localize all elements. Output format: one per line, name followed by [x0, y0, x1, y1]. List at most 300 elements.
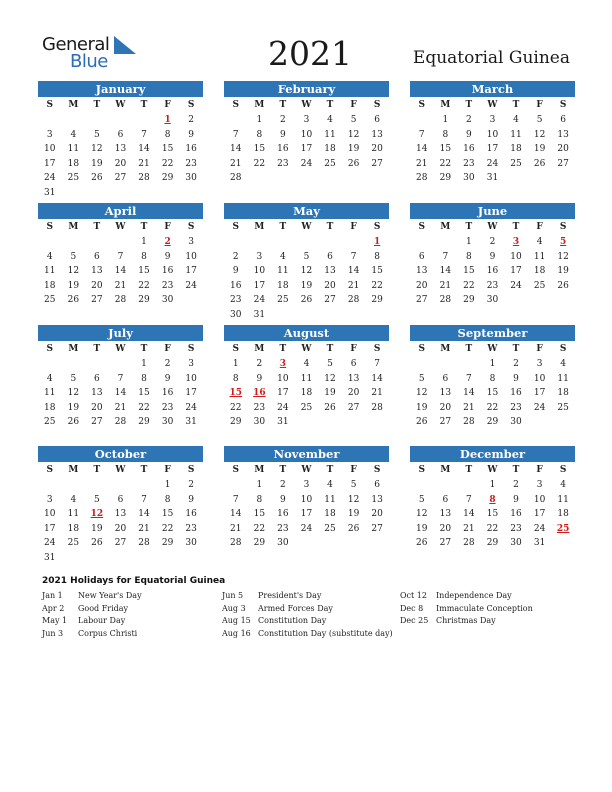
day-cell: 26	[324, 402, 336, 413]
day-cell: 29	[161, 538, 174, 548]
weekday-label: S	[232, 344, 240, 354]
empty-day-cell	[109, 357, 133, 372]
holiday-name: Corpus Christi	[78, 629, 138, 639]
weekday-label: T	[279, 344, 287, 354]
day-cell: 17	[44, 523, 56, 534]
day-cell: 4	[46, 251, 53, 262]
holidays-title: 2021 Holidays for Equatorial Guinea	[42, 576, 226, 586]
month-september	[410, 325, 575, 430]
empty-day-cell	[410, 478, 434, 493]
empty-day-cell	[62, 478, 86, 493]
day-cell: 10	[486, 129, 499, 140]
weekday-label: W	[301, 222, 312, 232]
day-cell: 7	[232, 129, 239, 140]
day-cell: 9	[232, 266, 239, 276]
day-cell: 6	[94, 373, 100, 384]
day-cell: 14	[138, 509, 150, 519]
empty-day-cell	[132, 478, 156, 493]
holiday-day-cell: 16	[253, 388, 266, 398]
day-cell: 25	[67, 538, 80, 548]
day-cell: 9	[164, 373, 171, 384]
day-cell: 24	[277, 402, 289, 413]
day-cell: 19	[324, 388, 336, 398]
weekday-label: W	[487, 222, 498, 232]
day-cell: 24	[510, 280, 522, 291]
day-cell: 3	[256, 251, 263, 262]
weekday-label: F	[350, 222, 357, 232]
day-cell: 11	[510, 129, 522, 140]
holiday-day-cell: 8	[489, 494, 496, 505]
empty-day-cell	[38, 357, 62, 372]
empty-day-cell	[457, 478, 481, 493]
country-name: Equatorial Guinea	[412, 48, 570, 68]
day-cell: 15	[463, 266, 475, 276]
empty-day-cell	[62, 113, 86, 128]
day-cell: 8	[141, 251, 147, 262]
month-title: March	[410, 81, 575, 97]
holiday-day-cell: 25	[556, 523, 570, 534]
day-cell: 29	[371, 295, 383, 305]
holiday-name: Independence Day	[436, 591, 512, 600]
day-cell: 4	[513, 115, 519, 125]
month-days-grid	[410, 341, 575, 430]
day-cell: 30	[253, 417, 266, 427]
weekday-label: F	[350, 344, 357, 354]
day-cell: 4	[560, 480, 567, 490]
weekday-label: F	[164, 222, 171, 232]
day-cell: 28	[138, 173, 150, 183]
weekday-label: M	[440, 100, 451, 110]
day-cell: 3	[46, 494, 53, 505]
day-cell: 23	[510, 523, 522, 534]
day-cell: 1	[232, 359, 239, 369]
day-cell: 3	[46, 129, 53, 140]
weekday-label: M	[440, 344, 451, 354]
day-cell: 18	[67, 523, 80, 534]
day-cell: 12	[67, 388, 80, 398]
day-cell: 18	[557, 509, 569, 519]
day-cell: 10	[510, 251, 522, 262]
weekday-label: M	[440, 465, 451, 475]
weekday-label: S	[232, 100, 240, 110]
day-cell: 18	[324, 144, 336, 154]
holiday-date: Aug 16	[222, 629, 251, 639]
weekday-label: S	[559, 100, 567, 110]
year-title: 2021	[268, 34, 352, 73]
month-june	[410, 203, 575, 308]
holiday-item	[222, 591, 393, 604]
day-cell: 14	[463, 388, 475, 398]
empty-day-cell	[224, 235, 248, 250]
day-cell: 12	[300, 266, 313, 276]
day-cell: 5	[70, 373, 77, 384]
day-cell: 26	[347, 158, 360, 169]
holiday-day-cell: 12	[90, 509, 104, 519]
holiday-item	[400, 604, 533, 617]
day-cell: 11	[533, 251, 546, 262]
day-cell: 5	[418, 373, 425, 384]
day-cell: 14	[230, 509, 242, 519]
day-cell: 6	[327, 251, 333, 262]
day-cell: 19	[300, 280, 313, 291]
day-cell: 21	[230, 523, 242, 534]
weekday-label: S	[418, 100, 426, 110]
holiday-item	[42, 616, 142, 629]
empty-day-cell	[109, 113, 133, 128]
day-cell: 5	[70, 251, 77, 262]
weekday-label: F	[164, 100, 171, 110]
month-title: November	[224, 446, 389, 462]
weekday-label: T	[279, 222, 287, 232]
day-cell: 26	[91, 538, 103, 548]
day-cell: 20	[439, 523, 452, 534]
month-days-grid	[38, 219, 203, 308]
day-cell: 23	[277, 523, 289, 534]
day-cell: 18	[44, 280, 56, 291]
day-cell: 18	[510, 144, 522, 154]
day-cell: 21	[114, 402, 127, 413]
day-cell: 28	[114, 417, 127, 427]
day-cell: 12	[533, 129, 546, 140]
day-cell: 25	[510, 158, 522, 169]
month-days-grid	[224, 219, 389, 322]
weekday-label: T	[279, 465, 287, 475]
day-cell: 11	[324, 494, 336, 505]
day-cell: 8	[256, 494, 263, 505]
day-cell: 5	[350, 480, 357, 490]
day-cell: 14	[371, 373, 383, 384]
weekday-label: T	[140, 222, 148, 232]
day-cell: 1	[489, 480, 496, 490]
day-cell: 9	[489, 251, 496, 262]
empty-day-cell	[85, 113, 109, 128]
day-cell: 21	[138, 158, 150, 169]
holiday-date: Apr 2	[42, 603, 65, 613]
month-march	[410, 81, 575, 186]
empty-day-cell	[410, 113, 434, 128]
day-cell: 14	[439, 266, 452, 276]
day-cell: 28	[463, 538, 475, 548]
weekday-label: S	[418, 222, 426, 232]
day-cell: 13	[416, 266, 428, 276]
day-cell: 26	[557, 280, 569, 291]
weekday-label: S	[232, 222, 240, 232]
day-cell: 11	[324, 129, 336, 140]
day-cell: 15	[161, 509, 174, 519]
day-cell: 3	[303, 480, 310, 490]
day-cell: 11	[44, 266, 56, 276]
day-cell: 7	[117, 251, 124, 262]
day-cell: 15	[138, 388, 150, 398]
empty-day-cell	[248, 235, 272, 250]
day-cell: 31	[277, 417, 289, 427]
day-cell: 11	[557, 373, 569, 384]
day-cell: 13	[91, 388, 103, 398]
day-cell: 4	[280, 251, 286, 262]
weekday-label: W	[115, 100, 126, 110]
day-cell: 28	[439, 295, 452, 305]
weekday-label: W	[301, 344, 312, 354]
month-days-grid	[224, 462, 389, 551]
day-cell: 29	[439, 173, 452, 183]
holiday-date: Dec 8	[400, 603, 424, 613]
weekday-label: T	[512, 100, 520, 110]
day-cell: 17	[185, 266, 197, 276]
month-may	[224, 203, 389, 322]
weekday-label: T	[465, 222, 473, 232]
day-cell: 29	[253, 538, 266, 548]
weekday-label: T	[140, 344, 148, 354]
day-cell: 24	[486, 158, 499, 169]
weekday-label: T	[326, 465, 334, 475]
month-days-grid	[38, 341, 203, 430]
day-cell: 19	[347, 509, 360, 519]
day-cell: 1	[141, 237, 147, 247]
day-cell: 6	[117, 494, 124, 505]
empty-day-cell	[410, 235, 434, 250]
day-cell: 19	[67, 280, 80, 291]
day-cell: 28	[371, 402, 383, 413]
day-cell: 29	[463, 295, 475, 305]
day-cell: 26	[91, 173, 103, 183]
day-cell: 17	[185, 388, 197, 398]
day-cell: 21	[114, 280, 127, 291]
weekday-label: F	[164, 344, 171, 354]
month-title: December	[410, 446, 575, 462]
weekday-label: T	[326, 100, 334, 110]
day-cell: 24	[300, 523, 313, 534]
empty-day-cell	[85, 235, 109, 250]
empty-day-cell	[410, 357, 434, 372]
holiday-item	[400, 616, 533, 629]
day-cell: 7	[466, 494, 472, 505]
weekday-label: S	[418, 465, 426, 475]
weekday-label: T	[140, 100, 148, 110]
month-december	[410, 446, 575, 551]
day-cell: 22	[371, 280, 383, 291]
day-cell: 28	[347, 295, 360, 305]
weekday-label: S	[373, 465, 381, 475]
day-cell: 12	[416, 388, 428, 398]
day-cell: 30	[277, 538, 289, 548]
day-cell: 30	[185, 173, 197, 183]
day-cell: 22	[486, 523, 499, 534]
day-cell: 23	[510, 402, 522, 413]
day-cell: 9	[513, 373, 519, 384]
day-cell: 14	[347, 266, 360, 276]
day-cell: 13	[439, 388, 452, 398]
day-cell: 5	[418, 494, 425, 505]
logo-word-general: General	[42, 34, 110, 55]
holiday-item	[400, 591, 533, 604]
day-cell: 26	[533, 158, 546, 169]
day-cell: 27	[371, 158, 383, 169]
day-cell: 27	[557, 158, 569, 169]
month-title: January	[38, 81, 203, 97]
weekday-label: M	[254, 222, 265, 232]
weekday-label: W	[115, 465, 126, 475]
day-cell: 10	[185, 373, 197, 384]
weekday-label: T	[93, 222, 101, 232]
weekday-label: S	[187, 344, 195, 354]
day-cell: 14	[138, 144, 150, 154]
day-cell: 10	[300, 494, 313, 505]
day-cell: 10	[533, 373, 546, 384]
day-cell: 31	[253, 309, 266, 320]
day-cell: 31	[533, 538, 546, 548]
day-cell: 6	[374, 480, 381, 490]
day-cell: 8	[442, 129, 449, 140]
weekday-label: T	[93, 100, 101, 110]
day-cell: 20	[114, 523, 127, 534]
day-cell: 21	[230, 158, 242, 169]
holiday-item	[42, 591, 142, 604]
month-october	[38, 446, 203, 565]
day-cell: 2	[232, 251, 239, 262]
day-cell: 19	[557, 266, 569, 276]
day-cell: 9	[513, 494, 519, 505]
day-cell: 23	[161, 402, 174, 413]
month-days-grid	[410, 219, 575, 308]
day-cell: 11	[67, 144, 80, 154]
weekday-label: T	[326, 222, 334, 232]
day-cell: 3	[188, 359, 195, 369]
day-cell: 8	[256, 129, 263, 140]
day-cell: 18	[277, 280, 289, 291]
day-cell: 6	[442, 494, 449, 505]
day-cell: 20	[416, 280, 428, 291]
day-cell: 1	[466, 237, 472, 247]
holiday-column	[400, 591, 533, 629]
day-cell: 25	[557, 402, 569, 413]
month-title: February	[224, 81, 389, 97]
day-cell: 22	[253, 523, 266, 534]
day-cell: 4	[327, 115, 333, 125]
day-cell: 25	[277, 295, 289, 305]
day-cell: 19	[416, 402, 428, 413]
day-cell: 27	[416, 295, 428, 305]
day-cell: 16	[510, 388, 522, 398]
holiday-column	[42, 591, 142, 642]
holiday-item	[42, 629, 142, 642]
empty-day-cell	[132, 113, 156, 128]
holiday-day-cell: 2	[164, 237, 171, 247]
day-cell: 1	[489, 359, 496, 369]
empty-day-cell	[434, 235, 458, 250]
day-cell: 25	[533, 280, 546, 291]
weekday-label: T	[512, 222, 520, 232]
day-cell: 16	[463, 144, 475, 154]
day-cell: 22	[439, 158, 452, 169]
empty-day-cell	[295, 235, 319, 250]
day-cell: 27	[347, 402, 360, 413]
day-cell: 27	[371, 523, 383, 534]
day-cell: 4	[70, 494, 77, 505]
empty-day-cell	[62, 235, 86, 250]
holiday-date: Jun 5	[222, 591, 244, 600]
empty-day-cell	[38, 113, 62, 128]
day-cell: 28	[230, 173, 242, 183]
day-cell: 7	[350, 251, 357, 262]
day-cell: 3	[536, 480, 543, 490]
empty-day-cell	[318, 235, 342, 250]
weekday-label: F	[350, 100, 357, 110]
empty-day-cell	[38, 478, 62, 493]
day-cell: 12	[347, 494, 360, 505]
day-cell: 26	[416, 417, 428, 427]
weekday-label: M	[254, 465, 265, 475]
day-cell: 9	[280, 129, 286, 140]
day-cell: 20	[439, 402, 452, 413]
day-cell: 15	[253, 509, 266, 519]
month-february	[224, 81, 389, 186]
weekday-label: F	[164, 465, 171, 475]
day-cell: 27	[91, 295, 103, 305]
day-cell: 11	[44, 388, 56, 398]
day-cell: 13	[371, 129, 383, 140]
weekday-label: S	[559, 465, 567, 475]
day-cell: 7	[466, 373, 472, 384]
day-cell: 23	[253, 402, 266, 413]
day-cell: 17	[277, 388, 289, 398]
holiday-column	[222, 591, 393, 642]
day-cell: 13	[557, 129, 569, 140]
day-cell: 10	[277, 373, 289, 384]
holiday-day-cell: 1	[164, 115, 171, 125]
day-cell: 15	[161, 144, 174, 154]
day-cell: 19	[533, 144, 546, 154]
day-cell: 20	[324, 280, 336, 291]
weekday-label: W	[115, 222, 126, 232]
day-cell: 7	[418, 129, 425, 140]
holiday-name: Good Friday	[78, 603, 129, 613]
weekday-label: S	[187, 222, 195, 232]
weekday-label: M	[68, 222, 79, 232]
day-cell: 21	[416, 158, 428, 169]
day-cell: 10	[300, 129, 313, 140]
day-cell: 8	[232, 373, 239, 384]
weekday-label: S	[373, 100, 381, 110]
day-cell: 9	[164, 251, 171, 262]
day-cell: 9	[280, 494, 286, 505]
day-cell: 4	[46, 373, 53, 384]
day-cell: 4	[560, 359, 567, 369]
day-cell: 8	[141, 373, 147, 384]
holiday-name: Immaculate Conception	[436, 603, 533, 613]
holiday-date: Jun 3	[42, 629, 64, 639]
day-cell: 13	[371, 494, 383, 505]
weekday-label: M	[68, 100, 79, 110]
day-cell: 17	[300, 144, 313, 154]
day-cell: 8	[489, 373, 496, 384]
empty-day-cell	[224, 113, 248, 128]
empty-day-cell	[271, 235, 295, 250]
empty-day-cell	[434, 478, 458, 493]
day-cell: 22	[138, 280, 150, 291]
day-cell: 7	[117, 373, 124, 384]
weekday-label: T	[465, 465, 473, 475]
day-cell: 15	[138, 266, 150, 276]
day-cell: 17	[510, 266, 522, 276]
day-cell: 5	[350, 115, 357, 125]
day-cell: 18	[324, 509, 336, 519]
day-cell: 2	[280, 480, 286, 490]
day-cell: 7	[232, 494, 239, 505]
day-cell: 28	[230, 538, 242, 548]
empty-day-cell	[109, 478, 133, 493]
day-cell: 16	[161, 388, 174, 398]
day-cell: 16	[277, 144, 289, 154]
